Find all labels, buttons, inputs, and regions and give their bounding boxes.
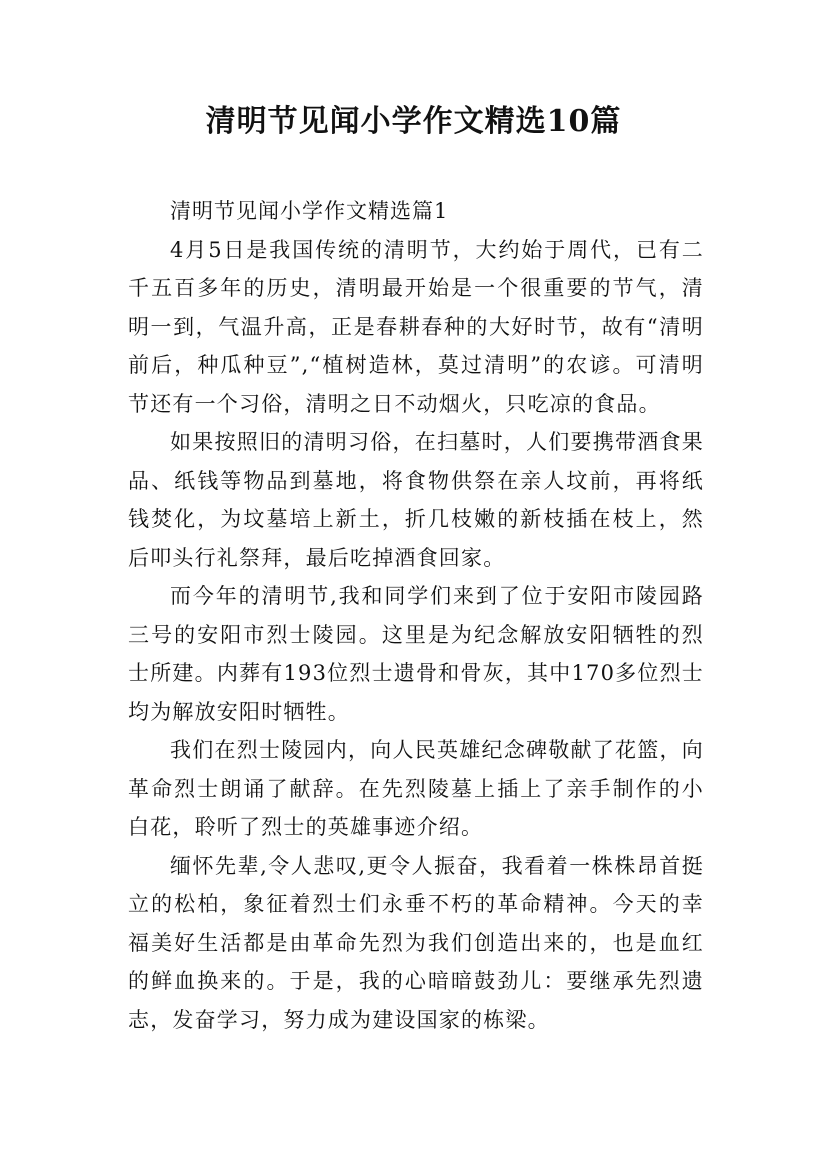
paragraph-3: 而今年的清明节,我和同学们来到了位于安阳市陵园路三号的安阳市烈士陵园。这里是为纪念解放安阳牺牲的烈士所建。内葬有193位烈士遗骨和骨灰，其中170多位烈士均为解放安阳时牺牲。 bbox=[128, 584, 704, 724]
document-body bbox=[128, 192, 704, 1039]
paragraph-2: 如果按照旧的清明习俗，在扫墓时，人们要携带酒食果品、纸钱等物品到墓地，将食物供祭在亲人坟前，再将纸钱焚化，为坟墓培上新土，折几枝嫩的新枝插在枝上，然后叩头行礼祭拜，最后吃掉酒食回家。 bbox=[128, 430, 704, 570]
paragraph-1: 4月5日是我国传统的清明节，大约始于周代，已有二千五百多年的历史，清明最开始是一个很重要的节气，清明一到，气温升高，正是春耕春种的大好时节，故有“清明前后，种瓜种豆”,“植树造林，莫过清明”的农谚。可清明节还有一个习俗，清明之日不动烟火，只吃凉的食品。 bbox=[128, 237, 704, 416]
paragraph-5: 缅怀先辈,令人悲叹,更令人振奋，我看着一株株昂首挺立的松柏，象征着烈士们永垂不朽的革命精神。今天的幸福美好生活都是由革命先烈为我们创造出来的，也是血红的鲜血换来的。于是，我的心暗暗鼓劲儿：要继承先烈遗志，发奋学习，努力成为建设国家的栋梁。 bbox=[128, 853, 704, 1032]
section-heading: 清明节见闻小学作文精选篇1 bbox=[170, 199, 449, 223]
document-title: 清明节见闻小学作文精选10篇 bbox=[205, 104, 622, 139]
paragraph-4: 我们在烈士陵园内，向人民英雄纪念碑敬献了花篮，向革命烈士朗诵了献辞。在先烈陵墓上插上了亲手制作的小白花，聆听了烈士的英雄事迹介绍。 bbox=[128, 738, 704, 839]
